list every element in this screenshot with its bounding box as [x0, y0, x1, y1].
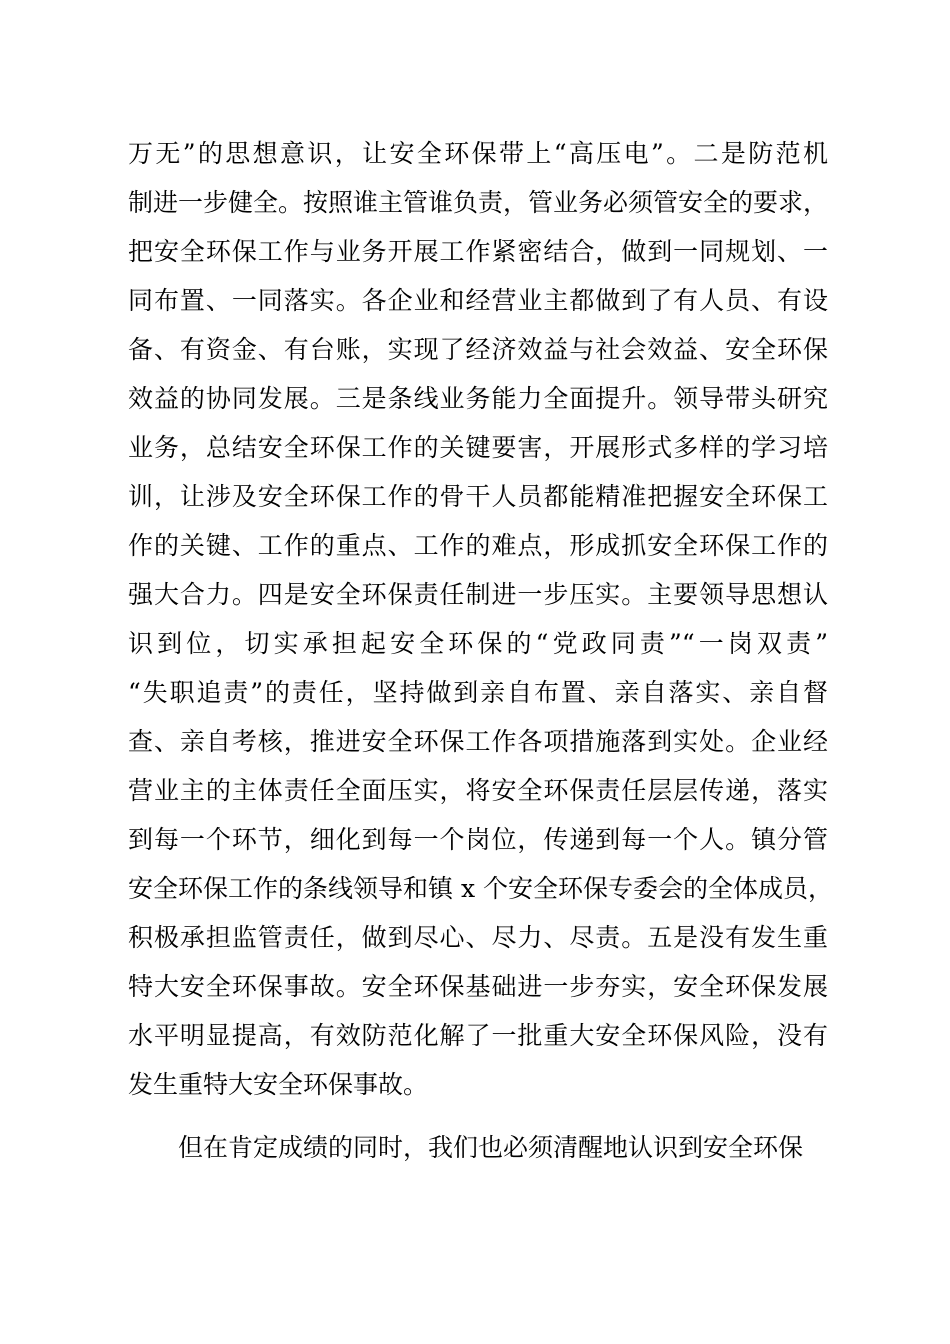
text-line: 作的关键、工作的重点、工作的难点，形成抓安全环保工作的	[128, 531, 828, 560]
text-line: 同布置、一同落实。各企业和经营业主都做到了有人员、有设	[128, 286, 828, 315]
text-line: 制进一步健全。按照谁主管谁负责，管业务必须管安全的要求，	[128, 188, 829, 217]
text-line: 安全环保工作的条线领导和镇 x 个安全环保专委会的全体成员，	[128, 874, 833, 903]
text-line: “失职追责”的责任，坚持做到亲自布置、亲自落实、亲自督	[128, 678, 828, 707]
text-line: 识到位，切实承担起安全环保的“党政同责”“一岗双责”	[128, 629, 828, 658]
text-line: 营业主的主体责任全面压实，将安全环保责任层层传递，落实	[128, 776, 828, 805]
text-line: 到每一个环节，细化到每一个岗位，传递到每一个人。镇分管	[128, 825, 828, 854]
text-line: 备、有资金、有台账，实现了经济效益与社会效益、安全环保	[128, 335, 828, 364]
text-line: 特大安全环保事故。安全环保基础进一步夯实，安全环保发展	[128, 972, 828, 1001]
text-line: 训，让涉及安全环保工作的骨干人员都能精准把握安全环保工	[128, 482, 828, 511]
text-line: 查、亲自考核，推进安全环保工作各项措施落到实处。企业经	[128, 727, 828, 756]
text-line: 水平明显提高，有效防范化解了一批重大安全环保风险，没有	[128, 1021, 828, 1050]
text-line: 发生重特大安全环保事故。	[128, 1070, 429, 1099]
text-line: 积极承担监管责任，做到尽心、尽力、尽责。五是没有发生重	[128, 923, 828, 952]
text-line: 把安全环保工作与业务开展工作紧密结合，做到一同规划、一	[128, 237, 828, 266]
text-line: 万无”的思想意识，让安全环保带上“高压电”。二是防范机	[128, 139, 828, 168]
paragraph-line: 但在肯定成绩的同时，我们也必须清醒地认识到安全环保	[178, 1133, 804, 1162]
text-line: 效益的协同发展。三是条线业务能力全面提升。领导带头研究	[128, 384, 828, 413]
text-line: 强大合力。四是安全环保责任制进一步压实。主要领导思想认	[128, 580, 828, 609]
text-line: 业务，总结安全环保工作的关键要害，开展形式多样的学习培	[128, 433, 828, 462]
